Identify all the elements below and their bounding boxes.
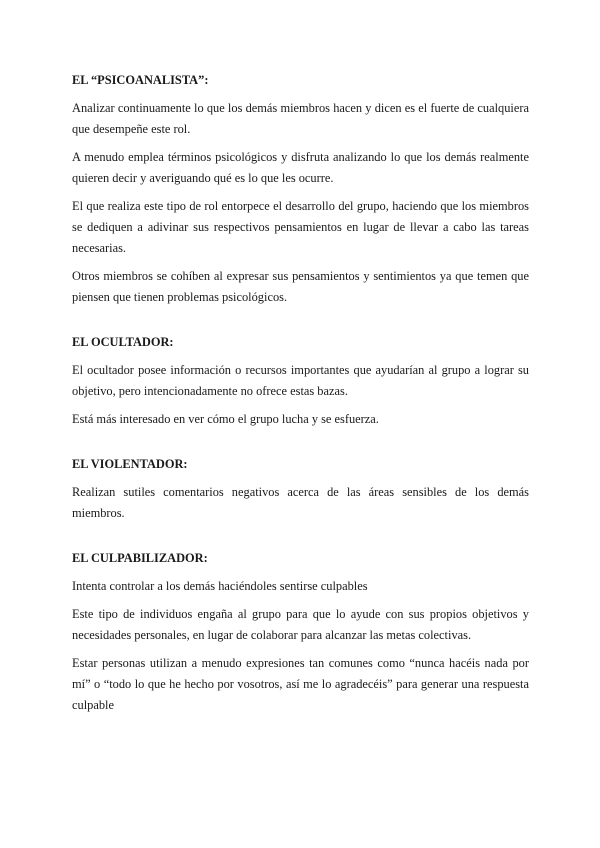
section-heading: EL OCULTADOR:	[72, 335, 174, 349]
paragraph: A menudo emplea términos psicológicos y disfruta analizando lo que los demás realmente quieren decir y averiguando qué es lo que les ocurre.	[72, 150, 529, 185]
paragraph: Está más interesado en ver cómo el grupo lucha y se esfuerza.	[72, 412, 379, 426]
section-heading: EL CULPABILIZADOR:	[72, 551, 208, 565]
section-heading: EL “PSICOANALISTA”:	[72, 73, 209, 87]
document-body	[72, 70, 529, 723]
section-heading: EL VIOLENTADOR:	[72, 457, 188, 471]
paragraph: Estar personas utilizan a menudo expresiones tan comunes como “nunca hacéis nada por mí” o “todo lo que he hecho por vosotros, así me lo agradecéis” para generar una respuesta culpable	[72, 656, 529, 712]
paragraph: El ocultador posee información o recursos importantes que ayudarían al grupo a lograr su objetivo, pero intencionadamente no ofrece estas bazas.	[72, 363, 529, 398]
section-violentador	[72, 454, 529, 524]
paragraph: Realizan sutiles comentarios negativos acerca de las áreas sensibles de los demás miembros.	[72, 485, 529, 520]
paragraph: Otros miembros se cohíben al expresar sus pensamientos y sentimientos ya que temen que piensen que tienen problemas psicológicos.	[72, 269, 529, 304]
paragraph: Intenta controlar a los demás haciéndoles sentirse culpables	[72, 579, 368, 593]
paragraph: El que realiza este tipo de rol entorpece el desarrollo del grupo, haciendo que los miembros se dediquen a adivinar sus respectivos pensamientos en lugar de llevar a cabo las tareas necesarias.	[72, 199, 529, 255]
section-psicoanalista	[72, 70, 529, 308]
section-ocultador	[72, 332, 529, 430]
section-culpabilizador	[72, 548, 529, 716]
paragraph: Analizar continuamente lo que los demás miembros hacen y dicen es el fuerte de cualquiera que desempeñe este rol.	[72, 101, 529, 136]
paragraph: Este tipo de individuos engaña al grupo para que lo ayude con sus propios objetivos y necesidades personales, en lugar de colaborar para alcanzar las metas colectivas.	[72, 607, 529, 642]
